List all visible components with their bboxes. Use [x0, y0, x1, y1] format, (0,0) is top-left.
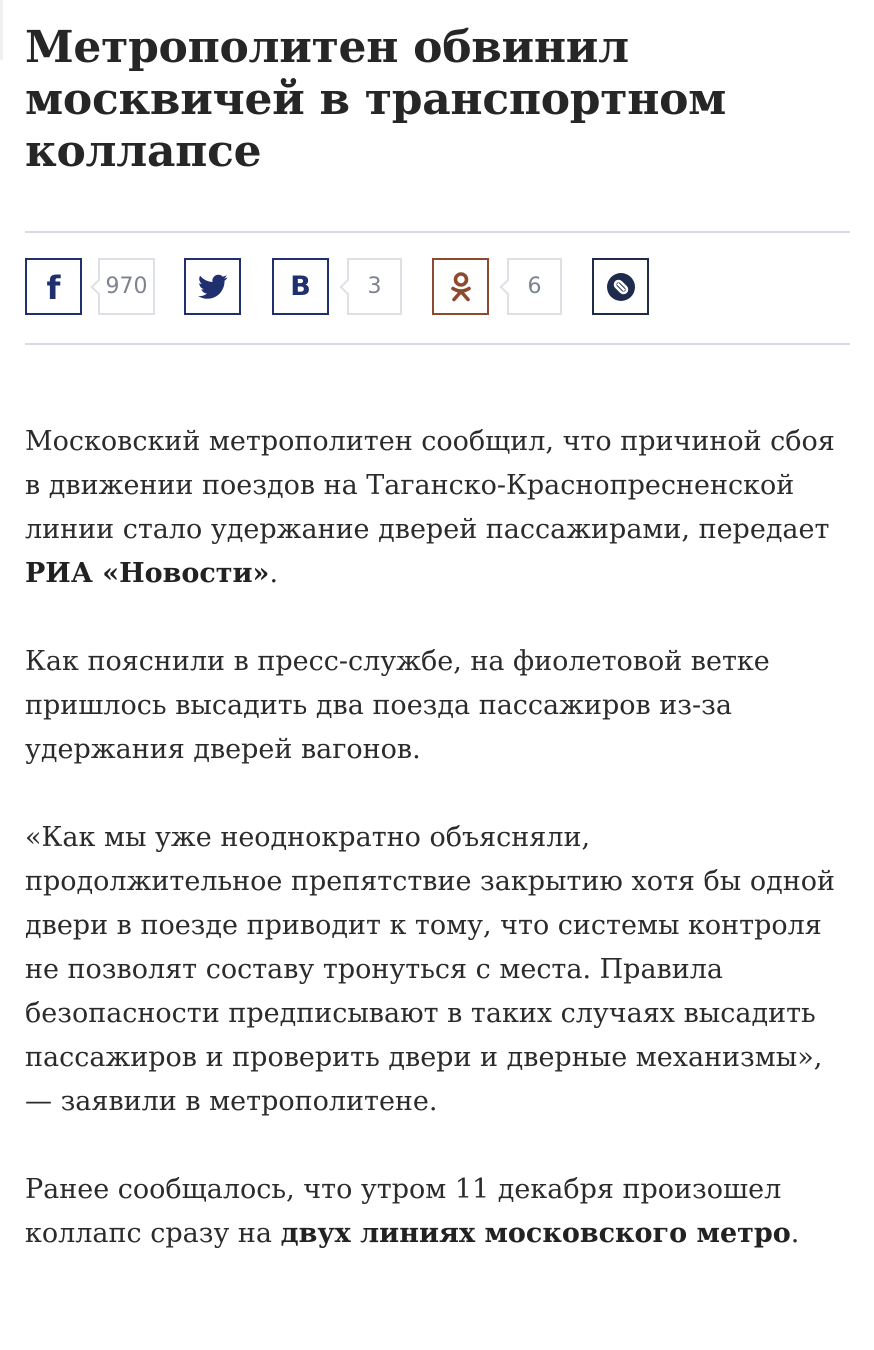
copy-link-button[interactable] — [592, 258, 649, 315]
facebook-share-count: 970 — [98, 258, 155, 315]
odnoklassniki-share-button[interactable] — [432, 258, 489, 315]
article-paragraph: Как пояснили в пресс-службе, на фиолетовой ветке пришлось высадить два поезда пассажиров из-за удержания дверей вагонов. — [25, 646, 770, 765]
vk-icon: B — [290, 271, 311, 302]
vk-share-count: 3 — [347, 258, 402, 315]
share-bar-bottom-divider — [25, 343, 850, 345]
vk-share-button[interactable] — [272, 258, 329, 315]
link-icon — [604, 270, 638, 304]
related-article-link[interactable]: двух линиях московского метро — [280, 1218, 791, 1249]
facebook-share-button[interactable] — [25, 258, 82, 315]
twitter-icon — [198, 274, 228, 300]
source-link[interactable]: РИА «Новости» — [25, 558, 270, 589]
facebook-icon: f — [46, 268, 61, 307]
article-title: Метрополитен обвинил москвичей в транспортном коллапсе — [25, 22, 727, 177]
article-body — [25, 420, 855, 1300]
twitter-share-button[interactable] — [184, 258, 241, 315]
article-paragraph: «Как мы уже неоднократно объясняли, продолжительное препятствие закрытию хотя бы одной двери в поезде приводит к тому, что системы контроля не позволят составу тронуться с места. Правила безопасности предписывают в таких случаях высадить пассажиров и проверить двери и дверные механизмы», — заявили в метрополитене. — [25, 822, 835, 1117]
article-paragraph: Московский метрополитен сообщил, что причиной сбоя в движении поездов на Таганско-Краснопресненской линии стало удержание дверей пассажирами, передает РИА «Новости». — [25, 426, 835, 589]
odnoklassniki-icon — [449, 271, 473, 303]
left-edge-strip — [0, 0, 3, 60]
odnoklassniki-share-count: 6 — [507, 258, 562, 315]
share-bar-top-divider — [25, 231, 850, 233]
article-paragraph: Ранее сообщалось, что утром 11 декабря произошел коллапс сразу на двух линиях московского метро. — [25, 1174, 800, 1249]
